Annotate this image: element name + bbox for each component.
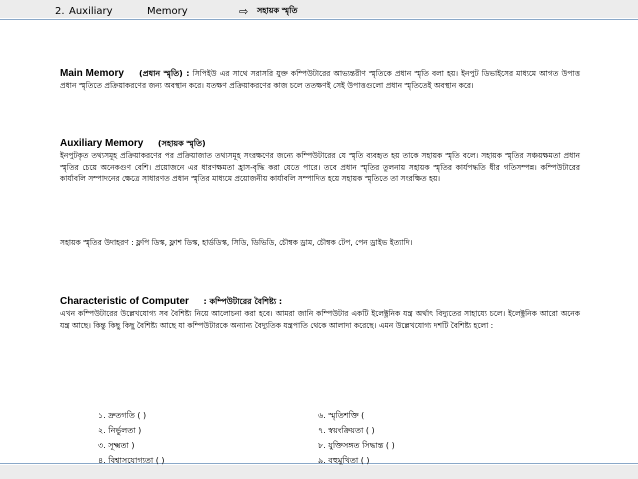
auxiliary-memory-section <box>60 138 580 185</box>
main-memory-heading: Main Memory <box>60 68 124 79</box>
list-item: ৮. যুক্তিসঙ্গত সিদ্ধান্ত ( ) <box>318 441 395 450</box>
arrow-icon: ⇨ <box>239 5 249 18</box>
characteristic-section <box>60 296 580 331</box>
header-number: 2. <box>55 6 65 17</box>
list-item: ৬. স্মৃতিশক্তি ( <box>318 411 365 420</box>
list-item: ৩. সূক্ষ্মতা ) <box>98 441 135 450</box>
auxiliary-memory-heading-bn: (সহায়ক স্মৃতি) <box>157 139 206 148</box>
examples-paragraph: সহায়ক স্মৃতির উদাহরণ : ফ্লপি ডিস্ক, ফ্লাশ ডিস্ক, হার্ডডিস্ক, সিডি, ডিভিডি, চৌম্বক ড্রাম, চৌম্বক টেপ, পেন ড্রাইভ ইত্যাদি। <box>60 238 413 247</box>
characteristic-paragraph: এখন কম্পিউটারের উল্লেখযোগ্য সব বৈশিষ্ট্য নিয়ে আলোচনা করা হবে। আমরা জানি কম্পিউটার একটি ইলেক্ট্রনিক যন্ত্র অর্থাৎ বিদ্যুতের সাহায্যে চলে। ইলেক্ট্রনিক আরো অনেক যন্ত্র আছে। কিন্তু কিছু কিছু বৈশিষ্ট্য আছে যা কম্পিউটারকে অন্যান্য বৈদ্যুতিক যন্ত্রপাতি থেকে আলাদা করেছে। এমন উল্লেখযোগ্য দশটি বৈশিষ্ট্য হলো : <box>60 309 580 330</box>
list-item: ৪. বিশ্বাসযোগ্যতা ( ) <box>98 456 165 465</box>
characteristic-heading: Characteristic of Computer <box>60 296 189 307</box>
list-item: ৯. বহুমুখিতা ( ) <box>318 456 370 465</box>
characteristic-heading-bn: : কম্পিউটারের বৈশিষ্ট্য : <box>203 297 283 306</box>
examples-section <box>60 237 580 249</box>
characteristic-list <box>98 408 538 468</box>
auxiliary-memory-heading-row <box>60 138 580 150</box>
list-row <box>98 438 538 453</box>
main-memory-heading-bn: (প্রধান স্মৃতি) : <box>138 69 190 78</box>
list-row <box>98 453 538 468</box>
main-memory-section <box>60 68 580 91</box>
auxiliary-memory-paragraph: ইনপুটকৃত তথ্যসমূহ প্রক্রিয়াকরণের পর প্রক্রিয়াজাত তথ্যসমূহ সংরক্ষণের জন্যে কম্পিউটারের যে স্মৃতি ব্যবহৃত হয় তাকে সহায়ক স্মৃতি বলে। সহায়ক স্মৃতির সঞ্চয়ক্ষমতা প্রধান স্মৃতির চেয়ে অনেকগুণ বেশি। প্রয়োজনে এর ধারণক্ষমতা হ্রাস-বৃদ্ধি করা যেতে পারে। তবে প্রধান স্মৃতির তুলনায় সহায়ক স্মৃতির কার্যপদ্ধতি ধীর গতিসম্পন্ন। কম্পিউটারের কার্যাবলি সম্পাদনের ক্ষেত্রে সাধারণত প্রধান স্মৃতির মাধ্যমে প্রয়োজনীয় কার্যাবলি সম্পাদিত হয়ে সহায়ক স্মৃতিতে তা সংরক্ষিত হয়। <box>60 151 580 183</box>
list-row <box>98 423 538 438</box>
list-row <box>98 408 538 423</box>
auxiliary-memory-heading: Auxiliary Memory <box>60 138 144 149</box>
characteristic-heading-row <box>60 296 580 308</box>
header-word-auxiliary: Auxiliary <box>69 6 113 17</box>
header-bengali-title: সহায়ক স্মৃতি <box>257 6 298 15</box>
list-item: ১. দ্রুতগতি ( ) <box>98 411 147 420</box>
list-item: ২. নির্ভুলতা ) <box>98 426 142 435</box>
page-header <box>55 5 297 18</box>
top-accent-line <box>0 19 638 20</box>
main-memory-paragraph <box>60 68 580 91</box>
main-memory-text: সিপিইউ এর সাথে সরাসরি যুক্ত কম্পিউটারের আভ্যন্তরীণ স্মৃতিকে প্রধান স্মৃতি বলা হয়। ইনপুট ডিভাইসের মাধ্যমে আগত উপাত্ত প্রধান স্মৃতিতে প্রক্রিয়াকরণের জন্য অবস্থান করে। যতক্ষণ প্রক্রিয়াকরণের কাজ চলে ততক্ষণই সেই উপাত্তগুলো প্রধান স্মৃতিতেই অবস্থান করে। <box>60 69 580 90</box>
header-word-memory: Memory <box>147 6 188 17</box>
list-item: ৭. স্বয়ংক্রিয়তা ( ) <box>318 426 375 435</box>
